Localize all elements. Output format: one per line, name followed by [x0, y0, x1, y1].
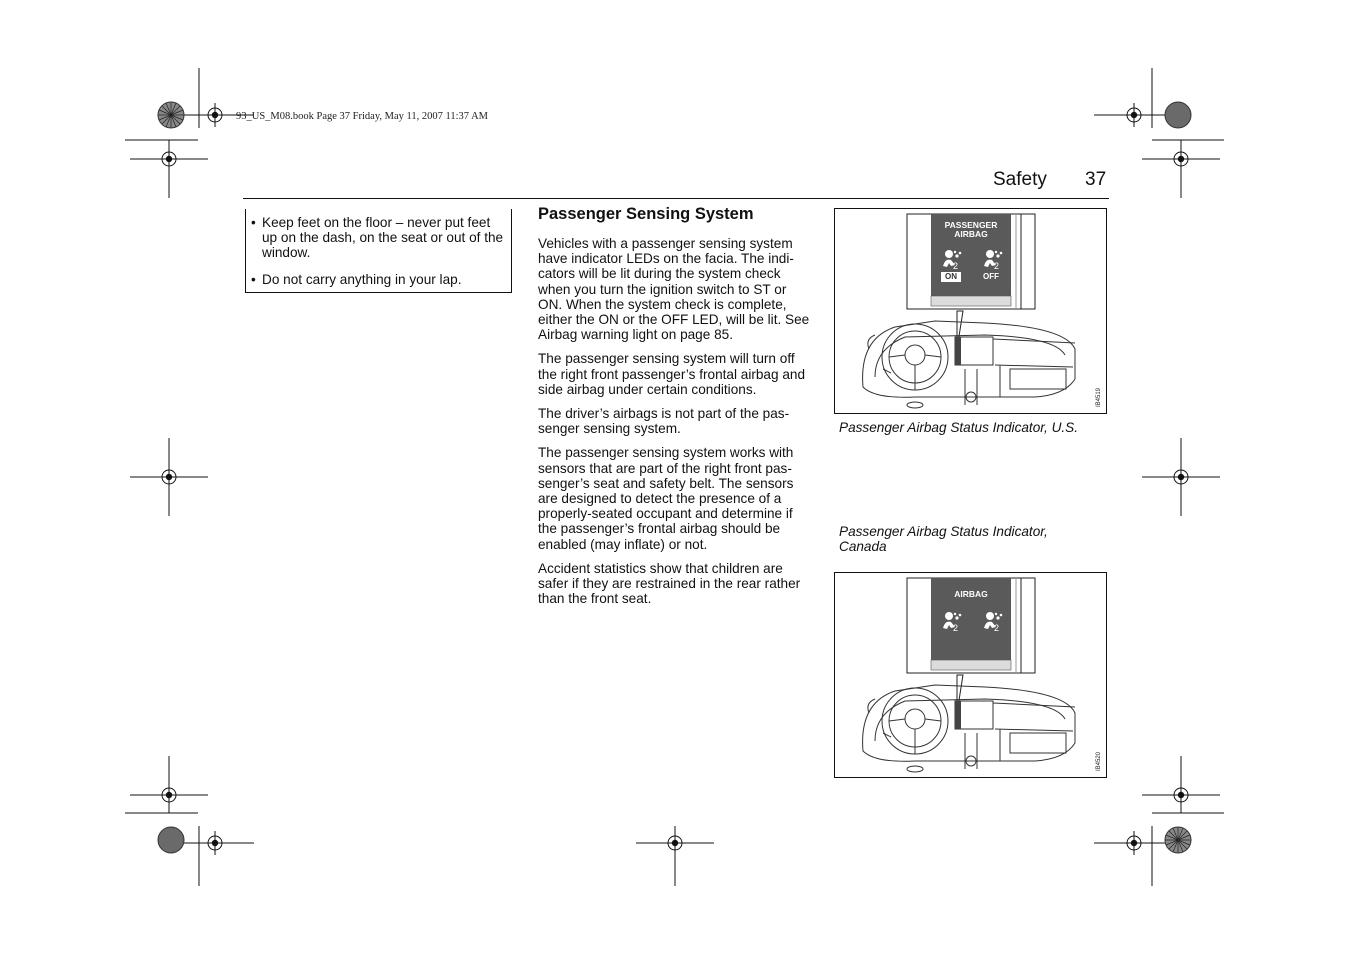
article-title: Passenger Sensing System [538, 205, 754, 223]
on-label: ON [945, 272, 957, 281]
print-slug: 93_US_M08.book Page 37 Friday, May 11, 2007 11:37 AM [236, 111, 488, 122]
svg-text:2: 2 [953, 623, 959, 633]
list-item: • Do not carry anything in your lap. [251, 272, 462, 287]
paragraph: The passenger sensing system works with sensors that are part of the right front pas-senger’s seat and safety belt. The sensors are designed to detect the presence of a properly-seated occupant and determine if the passenger’s frontal airbag should be enabled (may inflate) or not. [538, 445, 794, 552]
figure-2-code [1096, 751, 1102, 771]
note-list [251, 215, 505, 287]
page-number: 37 [1085, 169, 1107, 190]
svg-text:2: 2 [994, 261, 1000, 271]
figure-caption-canada: Passenger Airbag Status Indicator, Canada [839, 524, 1048, 555]
figure-us [834, 208, 1107, 414]
paragraph: Vehicles with a passenger sensing system have indicator LEDs on the facia. The indi-cators will be lit during the system check when you turn the ignition switch to ST or ON. When the system check is complete, either the ON or the OFF LED, will be lit. See Airbag warning light on page 85. [538, 236, 810, 343]
paragraph: Accident statistics show that children are safer if they are restrained in the rear rather than the front seat. [538, 560, 801, 607]
svg-text:IB4520: IB4520 [1096, 751, 1102, 771]
figure-1-code [1096, 387, 1102, 407]
svg-text:2: 2 [953, 261, 959, 271]
article-column [538, 204, 810, 615]
section-title: Safety [993, 169, 1047, 190]
figure-canada [834, 572, 1107, 778]
note-box [245, 209, 512, 293]
figure-caption-us: Passenger Airbag Status Indicator, U.S. [839, 420, 1079, 435]
svg-text:IB4519: IB4519 [1096, 387, 1102, 407]
svg-text:2: 2 [994, 623, 1000, 633]
paragraph: The passenger sensing system will turn off the right front passenger’s frontal airbag and side airbag under certain conditions. [538, 351, 806, 397]
paragraph: The driver’s airbags is not part of the pas-senger sensing system. [538, 406, 790, 437]
panel-title: PASSENGER AIRBAG [944, 220, 998, 239]
off-label: OFF [983, 272, 999, 281]
panel-title: AIRBAG [954, 589, 988, 599]
header-rule [243, 198, 1109, 199]
list-item: • Keep feet on the floor – never put feet up on the dash, on the seat or out of the window. [251, 215, 504, 260]
dashboard-illustration [835, 209, 1106, 413]
dashboard-illustration [835, 573, 1106, 777]
